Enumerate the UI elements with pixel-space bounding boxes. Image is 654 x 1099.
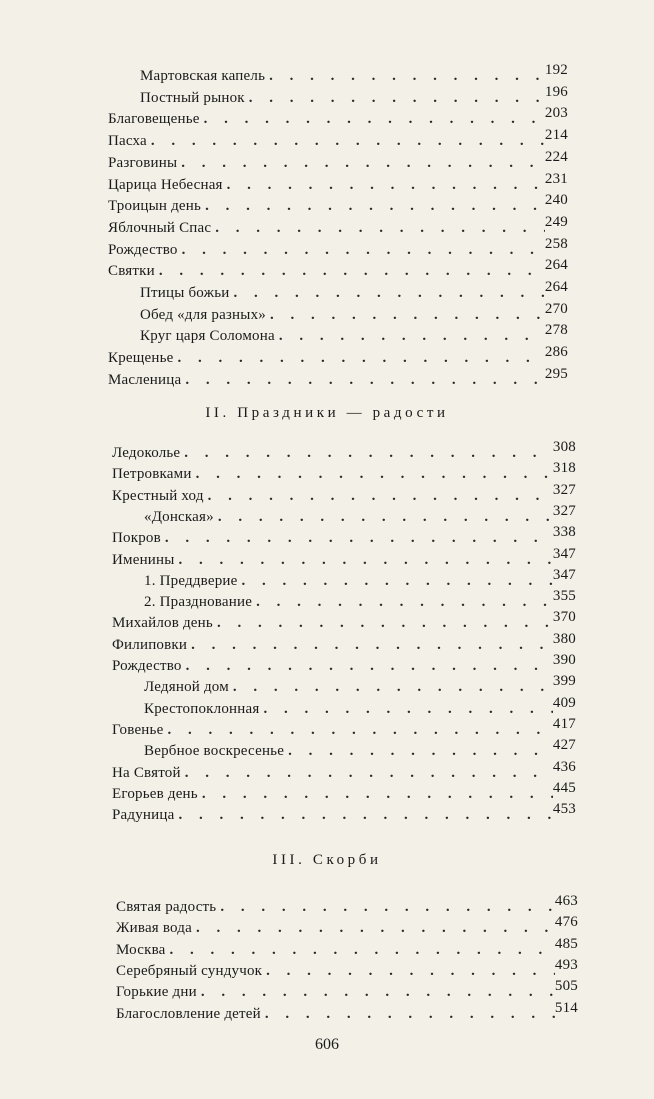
toc-entry-title: Благовещенье [108, 111, 200, 128]
toc-entry [112, 632, 576, 654]
toc-entry-title: Постный рынок [140, 89, 245, 106]
toc-entry-title: Рождество [112, 658, 182, 674]
toc-entry-page: 338 [552, 524, 576, 541]
toc-entry-page: 240 [544, 192, 568, 209]
dot-leader [178, 350, 545, 367]
dot-leader [159, 263, 545, 280]
toc-entry-title: Егорьев день [112, 785, 198, 802]
toc-entry [140, 85, 568, 107]
toc-entry [116, 979, 578, 1001]
toc-entry-page: 192 [544, 62, 568, 78]
toc-entry-page: 399 [552, 673, 576, 690]
toc-entry-title: Петровками [112, 466, 192, 483]
toc-entry-title: Мартовская капель [140, 68, 266, 84]
toc-entry-page: 380 [552, 630, 576, 647]
dot-leader [191, 637, 553, 654]
toc-entry-title: Серебряный сундучок [116, 962, 263, 979]
toc-entry [140, 302, 568, 324]
toc-entry [116, 894, 578, 916]
toc-entry [112, 461, 576, 483]
toc-entry-title: Вербное воскресенье [144, 743, 285, 760]
toc-entry-title: Святая радость [116, 899, 217, 915]
dot-leader [242, 573, 553, 590]
dot-leader [151, 133, 545, 150]
toc-entry-title: Именины [112, 551, 175, 568]
toc-entry-title: На Святой [112, 764, 181, 781]
toc-entry-title: Радуница [112, 807, 175, 824]
toc-entry-page: 264 [544, 257, 568, 274]
toc-entry-page: 286 [544, 344, 568, 361]
toc-entry [112, 547, 576, 569]
toc-entry-title: 1. Преддверие [144, 572, 238, 589]
toc-entry [108, 128, 568, 150]
toc-entry [112, 717, 576, 739]
toc-entry-page: 370 [552, 609, 576, 626]
toc-entry-page: 224 [544, 148, 568, 165]
toc-entry [112, 760, 576, 782]
toc-entry-title: Ледяной дом [144, 679, 229, 696]
dot-leader [288, 743, 553, 760]
toc-entry [112, 653, 576, 675]
toc-entry [108, 367, 568, 389]
section-heading: II. Праздники — радости [205, 405, 449, 421]
toc-entry-page: 417 [552, 715, 576, 732]
toc-entry-page: 258 [544, 235, 568, 252]
dot-leader [265, 1006, 555, 1023]
dot-leader [179, 552, 553, 569]
toc-entry-title: Рождество [108, 241, 178, 258]
toc-entry [108, 106, 568, 128]
toc-entry-title: Троицын день [108, 198, 202, 215]
toc-entry-page: 327 [552, 481, 576, 498]
toc-entry-page: 249 [544, 213, 568, 230]
toc-entry-page: 505 [554, 978, 578, 995]
dot-leader [270, 307, 545, 324]
dot-leader [220, 899, 555, 916]
dot-leader [208, 488, 553, 505]
toc-entry [144, 674, 576, 696]
toc-entry [108, 215, 568, 237]
toc-entry-page: 318 [552, 460, 576, 477]
toc-entry-title: Москва [116, 941, 166, 958]
dot-leader [266, 963, 555, 980]
toc-entry-title: Горькие дни [116, 984, 197, 1001]
toc-entry-title: 2. Празднование [144, 594, 253, 611]
toc-entry-title: Ледоколье [112, 445, 181, 461]
dot-leader [196, 466, 553, 483]
toc-entry-title: Филиповки [112, 636, 188, 653]
dot-leader [263, 701, 552, 718]
toc-entry-title: Птицы божьи [140, 285, 230, 301]
toc-entry-page: 427 [552, 737, 576, 754]
toc-entry [116, 915, 578, 937]
toc-entry [108, 193, 568, 215]
toc-entry-title: Крестный ход [112, 487, 204, 504]
toc-entry-page: 203 [544, 105, 568, 122]
toc-entry-page: 409 [552, 694, 576, 711]
toc-entry [112, 483, 576, 505]
toc-entry-page: 436 [552, 758, 576, 775]
toc-entry [108, 237, 568, 259]
toc-entry [116, 937, 578, 959]
toc-entry-page: 231 [544, 170, 568, 187]
toc-entry-page: 308 [552, 439, 576, 455]
toc-entry-page: 278 [544, 322, 568, 339]
toc-entry-page: 485 [554, 935, 578, 952]
dot-leader [279, 328, 545, 345]
dot-leader [205, 198, 545, 215]
toc-entry-title: Живая вода [116, 920, 192, 937]
dot-leader [196, 920, 555, 937]
toc-entry [108, 345, 568, 367]
toc-entry [144, 589, 576, 611]
dot-leader [165, 530, 553, 547]
dot-leader [204, 111, 545, 128]
dot-leader [269, 68, 545, 85]
dot-leader [185, 372, 545, 389]
toc-entry-page: 264 [544, 279, 568, 295]
toc-entry-page: 476 [554, 914, 578, 931]
toc-entry-title: Покров [112, 530, 161, 547]
toc-entry-title: Пасха [108, 133, 147, 150]
dot-leader [233, 285, 544, 302]
toc-entry-title: Крещенье [108, 350, 174, 367]
dot-leader [218, 509, 553, 526]
toc-entry-page: 493 [554, 956, 578, 973]
dot-leader [202, 786, 553, 803]
toc-entry [108, 150, 568, 172]
toc-entry-title: Крестопоклонная [144, 700, 260, 717]
toc-entry-title: Святки [108, 263, 155, 280]
dot-leader [184, 445, 553, 462]
page-number: 606 [315, 1036, 339, 1053]
dot-leader [201, 984, 555, 1001]
toc-entry-title: «Донская» [144, 508, 214, 525]
dot-leader [178, 807, 552, 824]
toc-entry-page: 347 [552, 545, 576, 562]
toc-entry [108, 172, 568, 194]
dot-leader [227, 177, 545, 194]
dot-leader [215, 220, 545, 237]
toc-entry [144, 504, 576, 526]
toc-entry-page: 453 [552, 801, 576, 818]
toc-entry [112, 525, 576, 547]
dot-leader [170, 942, 555, 959]
toc-entry [144, 738, 576, 760]
toc-entry-page: 390 [552, 652, 576, 668]
toc-entry-title: Благословление детей [116, 1005, 261, 1022]
toc-entry [116, 1001, 578, 1023]
toc-entry-page: 196 [544, 83, 568, 100]
dot-leader [249, 90, 545, 107]
toc-entry-page: 270 [544, 300, 568, 317]
dot-leader [167, 722, 552, 739]
toc-entry-page: 347 [552, 566, 576, 583]
toc-entry-page: 463 [554, 893, 578, 909]
toc-entry-page: 355 [552, 588, 576, 605]
dot-leader [233, 679, 553, 696]
toc-entry [116, 958, 578, 980]
toc-entry [140, 63, 568, 85]
section-heading: III. Скорби [272, 852, 382, 868]
dot-leader [185, 765, 553, 782]
toc-entry [108, 258, 568, 280]
toc-entry [144, 696, 576, 718]
toc-entry [140, 280, 568, 302]
toc-entry-page: 514 [554, 999, 578, 1016]
toc-entry-page: 295 [544, 365, 568, 382]
dot-leader [256, 594, 553, 611]
toc-entry [112, 781, 576, 803]
toc-entry-title: Круг царя Соломона [140, 328, 275, 345]
toc-entry-title: Яблочный Спас [108, 219, 212, 236]
toc-entry-title: Масленица [108, 371, 182, 388]
dot-leader [181, 155, 545, 172]
toc-entry [144, 568, 576, 590]
toc-entry-title: Михайлов день [112, 615, 213, 632]
toc-entry-title: Царица Небесная [108, 176, 223, 193]
toc-entry [112, 440, 576, 462]
toc-entry [112, 802, 576, 824]
toc-entry-page: 214 [544, 127, 568, 144]
dot-leader [186, 658, 553, 675]
toc-entry [112, 610, 576, 632]
dot-leader [182, 242, 545, 259]
toc-entry-title: Говенье [112, 721, 164, 738]
dot-leader [217, 615, 553, 632]
toc-entry-page: 445 [552, 779, 576, 796]
toc-entry-page: 327 [552, 502, 576, 519]
toc-entry-title: Обед «для разных» [140, 306, 266, 323]
toc-entry-title: Разговины [108, 154, 178, 171]
toc-entry [140, 323, 568, 345]
